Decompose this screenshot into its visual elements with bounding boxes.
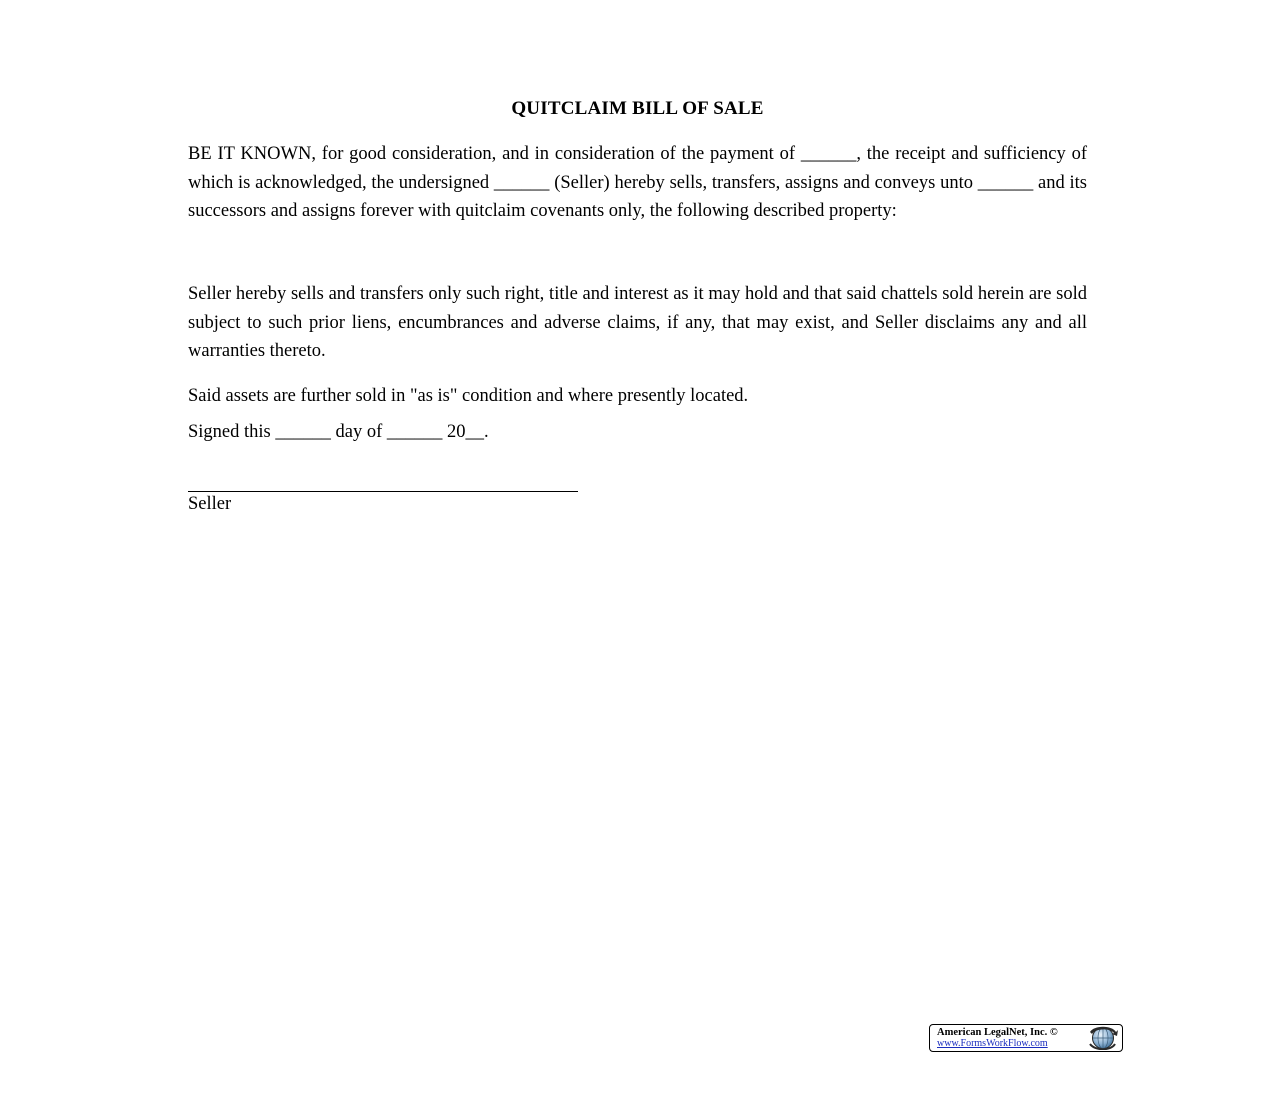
globe-arrow-icon — [1084, 1026, 1120, 1050]
badge-company-name: American LegalNet, Inc. © — [937, 1027, 1058, 1038]
paragraph-sale-terms: BE IT KNOWN, for good consideration, and in consideration of the payment of ______, the receipt and sufficiency of which is acknowledged, the undersigned ______ (Seller) hereby sells, transfers, assigns and conveys unto ______ and its successors and assigns forever with quitclaim covenants only, the following described property: — [188, 144, 1087, 222]
paragraph-as-is: Said assets are further sold in "as is" condition and where presently located. — [188, 386, 749, 406]
signed-date-line: Signed this ______ day of ______ 20__. — [188, 422, 489, 442]
paragraph-disclaimer: Seller hereby sells and transfers only such right, title and interest as it may hold and that said chattels sold herein are sold subject to such prior liens, encumbrances and adverse claims, if any, that may exist, and Seller disclaims any and all warranties thereto. — [188, 284, 1087, 362]
badge-url-link[interactable]: www.FormsWorkFlow.com — [937, 1038, 1048, 1049]
footer-badge — [929, 1024, 1123, 1052]
document-title: QUITCLAIM BILL OF SALE — [511, 98, 764, 119]
signature-label: Seller — [188, 494, 232, 514]
signature-line — [188, 491, 578, 492]
